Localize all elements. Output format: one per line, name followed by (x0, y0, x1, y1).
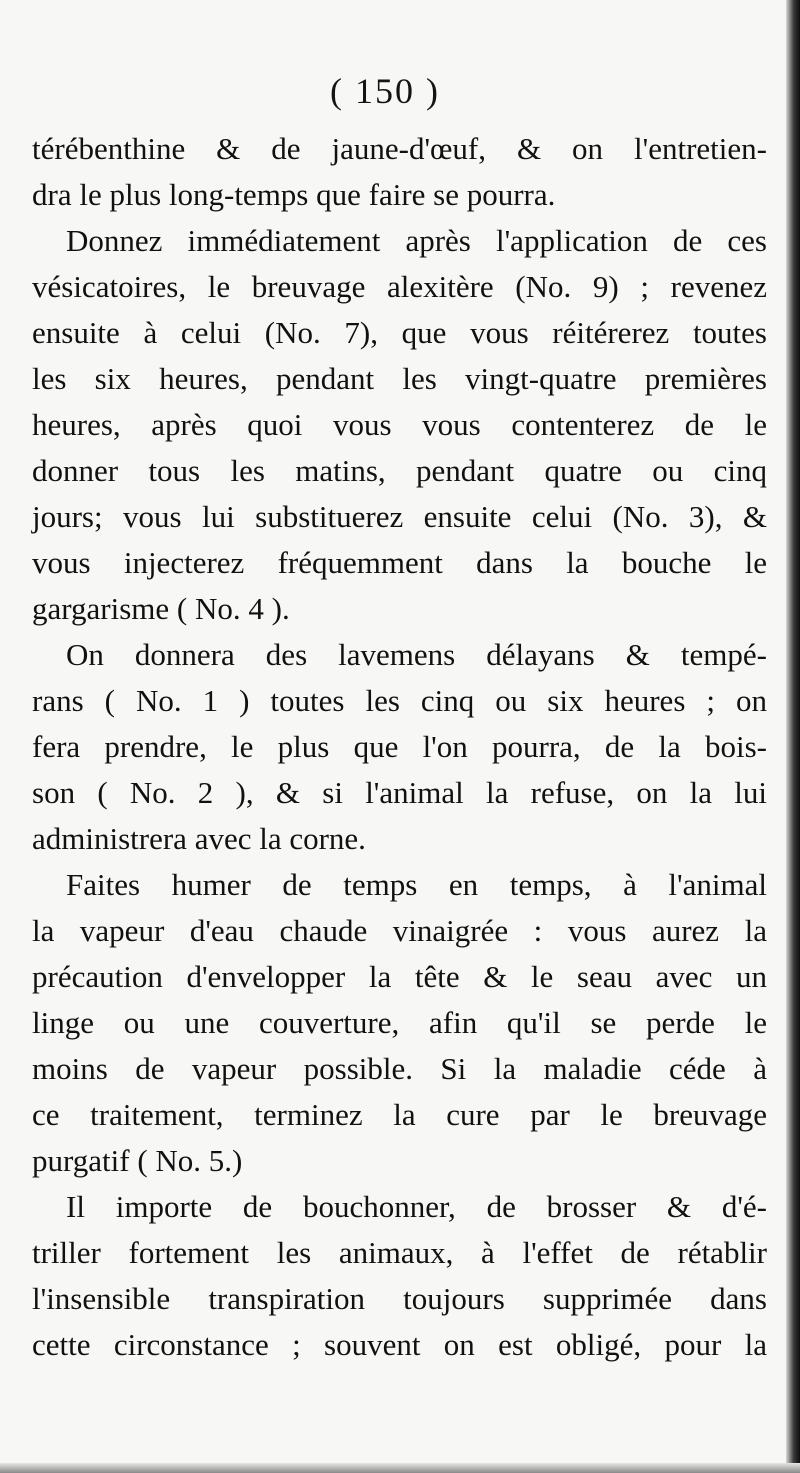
text-line: linge ou une couverture, afin qu'il se perde le (32, 1005, 767, 1040)
page-number: ( 150 ) (330, 71, 440, 111)
text-line: ensuite à celui (No. 7), que vous réitérerez toutes (32, 315, 767, 350)
text-line: On donnera des lavemens délayans & tempé- (66, 637, 767, 672)
text-line: vésicatoires, le breuvage alexitère (No. 9) ; revenez (32, 269, 767, 304)
body-text (32, 126, 767, 1368)
text-line: Donnez immédiatement après l'application de ces (66, 223, 767, 258)
text-line: donner tous les matins, pendant quatre ou cinq (32, 453, 767, 488)
text-line: térébenthine & de jaune-d'œuf, & on l'entretien- (32, 131, 767, 166)
text-line: jours; vous lui substituerez ensuite celui (No. 3), & (32, 499, 767, 534)
text-line: moins de vapeur possible. Si la maladie céde à (32, 1051, 767, 1086)
text-line: ce traitement, terminez la cure par le breuvage (32, 1097, 767, 1132)
text-line: Il importe de bouchonner, de brosser & d'é- (66, 1189, 767, 1224)
text-line: rans ( No. 1 ) toutes les cinq ou six heures ; on (32, 683, 767, 718)
paragraph (32, 632, 767, 862)
paragraph (32, 1184, 767, 1368)
paragraph (32, 218, 767, 632)
text-line: précaution d'envelopper la tête & le seau avec un (32, 959, 767, 994)
paragraph (32, 862, 767, 1184)
text-line: la vapeur d'eau chaude vinaigrée : vous aurez la (32, 913, 767, 948)
text-line: gargarisme ( No. 4 ). (32, 591, 290, 626)
paragraph (32, 126, 767, 218)
text-line: vous injecterez fréquemment dans la bouche le (32, 545, 767, 580)
text-line: purgatif ( No. 5.) (32, 1143, 243, 1178)
text-line: triller fortement les animaux, à l'effet de rétablir (32, 1235, 767, 1270)
text-line: Faites humer de temps en temps, à l'animal (66, 867, 767, 902)
text-line: cette circonstance ; souvent on est obligé, pour la (32, 1327, 767, 1362)
page-edge-shadow (786, 0, 800, 1473)
text-line: son ( No. 2 ), & si l'animal la refuse, on la lui (32, 775, 767, 810)
text-line: l'insensible transpiration toujours supprimée dans (32, 1281, 767, 1316)
text-line: administrera avec la corne. (32, 821, 366, 856)
page-bottom-edge (0, 1463, 800, 1473)
text-line: dra le plus long-temps que faire se pourra. (32, 177, 556, 212)
text-line: heures, après quoi vous vous contenterez de le (32, 407, 767, 442)
text-line: les six heures, pendant les vingt-quatre premières (32, 361, 767, 396)
text-line: fera prendre, le plus que l'on pourra, de la bois- (32, 729, 767, 764)
